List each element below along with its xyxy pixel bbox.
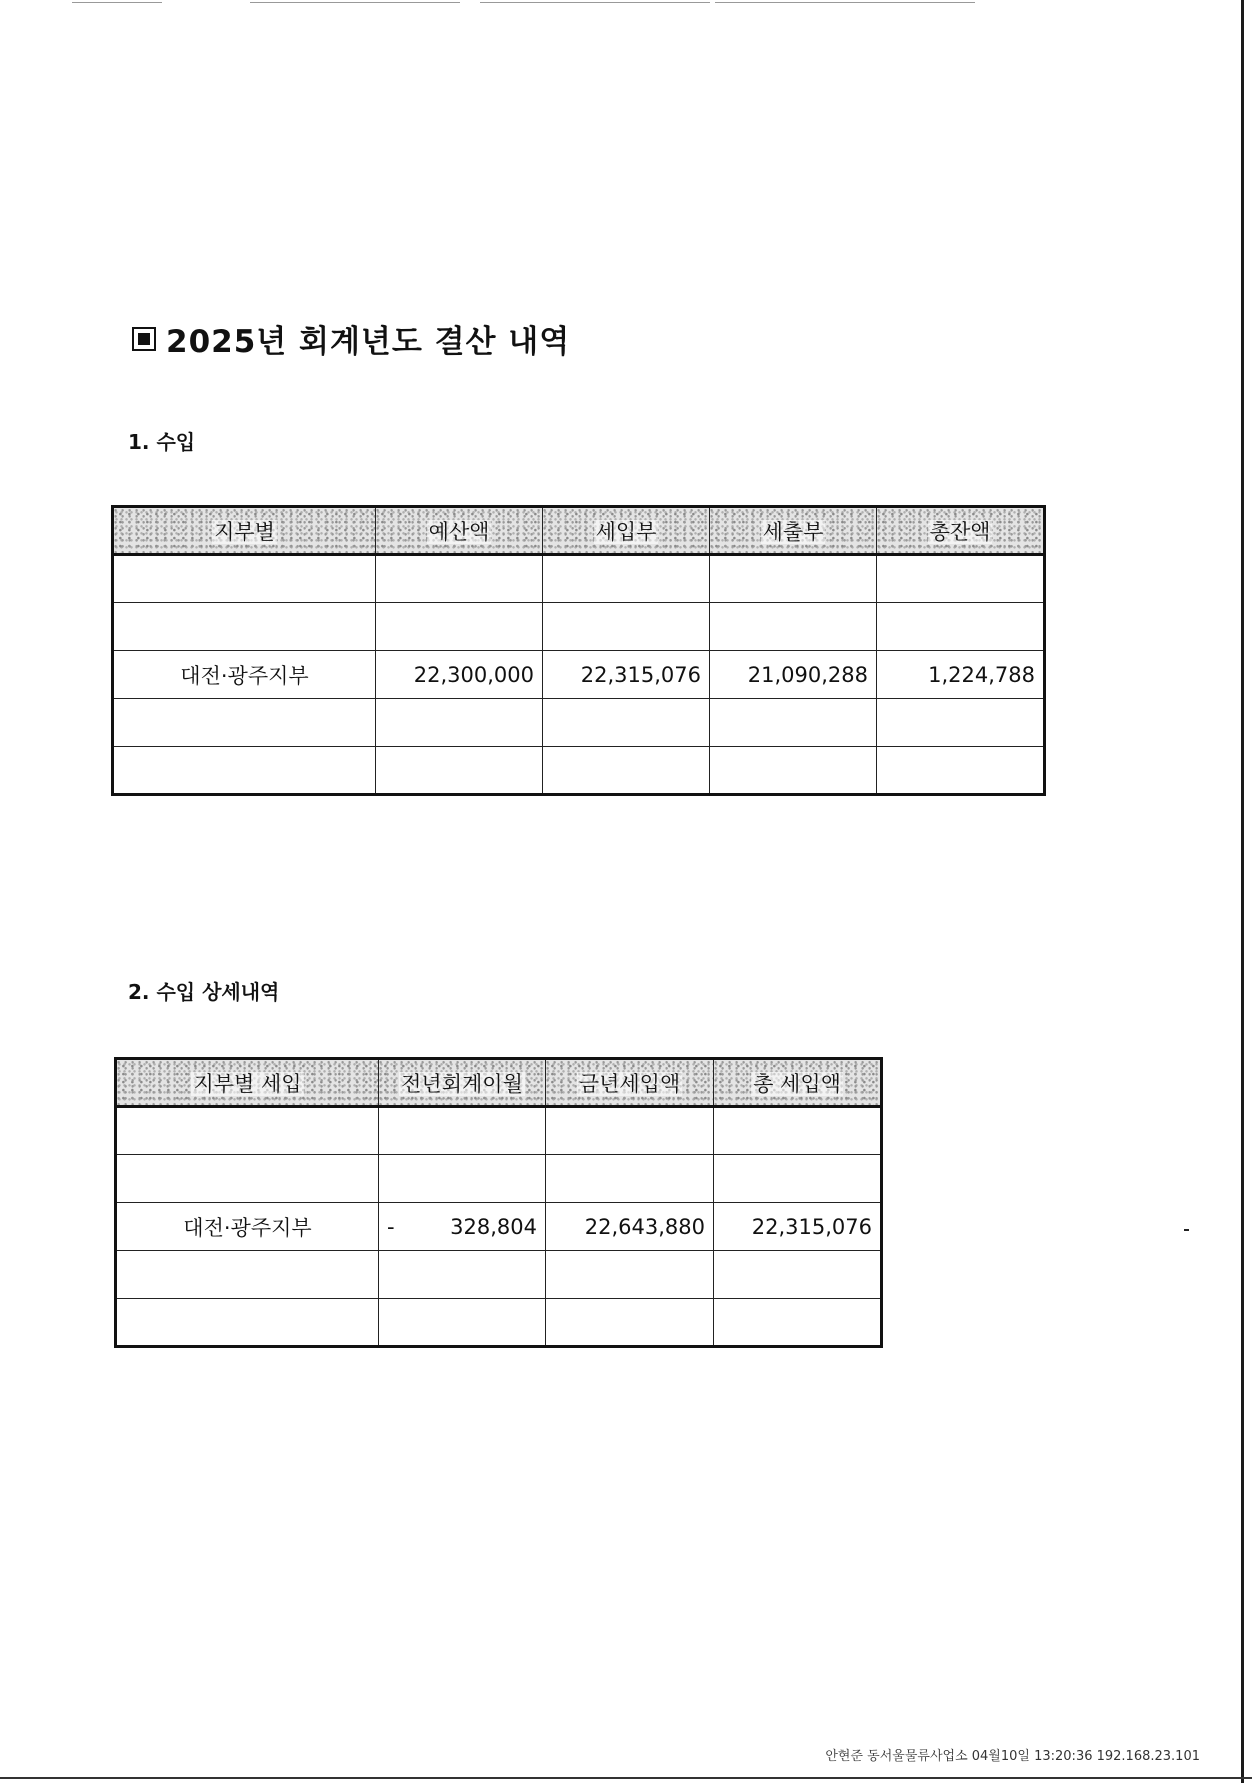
table-cell	[714, 1107, 882, 1155]
table-cell	[877, 699, 1045, 747]
table-row	[113, 747, 1045, 795]
table-cell	[376, 603, 543, 651]
table-row	[116, 1107, 882, 1155]
table-cell	[546, 1107, 714, 1155]
table-cell	[116, 1155, 379, 1203]
table-cell	[543, 747, 710, 795]
scan-right-edge	[1241, 0, 1244, 1783]
table-cell	[379, 1155, 546, 1203]
table-cell	[710, 555, 877, 603]
square-bullet-icon	[132, 327, 156, 351]
total-revenue-cell: 22,315,076	[714, 1203, 882, 1251]
column-header: 세출부	[710, 507, 877, 555]
carryover-amount-cell	[379, 1203, 546, 1251]
table-cell	[376, 699, 543, 747]
table-cell	[543, 699, 710, 747]
table-cell	[877, 555, 1045, 603]
revenue-amount-cell: 22,315,076	[543, 651, 710, 699]
table-cell	[376, 555, 543, 603]
column-header: 총 세입액	[714, 1059, 882, 1107]
column-header: 금년세입액	[546, 1059, 714, 1107]
table-row	[113, 651, 1045, 699]
current-year-revenue-cell: 22,643,880	[546, 1203, 714, 1251]
table-row	[116, 1203, 882, 1251]
table-cell	[543, 603, 710, 651]
scan-top-rule	[250, 2, 460, 3]
scan-bottom-edge	[0, 1777, 1252, 1779]
column-header: 지부별	[113, 507, 376, 555]
table-cell	[379, 1299, 546, 1347]
expenditure-amount-cell: 21,090,288	[710, 651, 877, 699]
table-cell	[714, 1155, 882, 1203]
column-header: 세입부	[543, 507, 710, 555]
column-header: 총잔액	[877, 507, 1045, 555]
print-footer: 안현준 동서울물류사업소 04월10일 13:20:36 192.168.23.101	[825, 1749, 1200, 1764]
balance-amount-cell: 1,224,788	[877, 651, 1045, 699]
document-title	[132, 316, 570, 361]
table-cell	[113, 603, 376, 651]
table-row	[113, 555, 1045, 603]
table-row	[113, 603, 1045, 651]
section2-heading: 2. 수입 상세내역	[128, 980, 280, 1004]
table-cell	[116, 1251, 379, 1299]
scan-top-rule	[72, 2, 162, 3]
budget-amount-cell: 22,300,000	[376, 651, 543, 699]
table-cell	[376, 747, 543, 795]
table-cell	[543, 555, 710, 603]
table-cell	[710, 747, 877, 795]
income-table	[111, 505, 1046, 796]
minus-sign: -	[387, 1214, 395, 1239]
column-header: 예산액	[376, 507, 543, 555]
scan-top-rule	[480, 2, 710, 3]
scan-speck	[1184, 1229, 1189, 1231]
table-cell	[714, 1251, 882, 1299]
table-row	[113, 699, 1045, 747]
table-cell	[116, 1299, 379, 1347]
document-title-text: 2025년 회계년도 결산 내역	[166, 324, 571, 360]
table-header-row	[116, 1059, 882, 1107]
column-header: 지부별 세입	[116, 1059, 379, 1107]
section1-heading: 1. 수입	[128, 430, 196, 454]
income-detail-table	[114, 1057, 883, 1348]
branch-name-cell: 대전·광주지부	[116, 1203, 379, 1251]
table-cell	[877, 747, 1045, 795]
branch-name-cell: 대전·광주지부	[113, 651, 376, 699]
table-cell	[116, 1107, 379, 1155]
table-row	[116, 1155, 882, 1203]
table-cell	[379, 1107, 546, 1155]
table-cell	[113, 555, 376, 603]
table-cell	[710, 699, 877, 747]
carryover-amount: 328,804	[450, 1214, 537, 1239]
scan-top-rule	[715, 2, 975, 3]
column-header: 전년회계이월	[379, 1059, 546, 1107]
table-cell	[379, 1251, 546, 1299]
table-row	[116, 1299, 882, 1347]
table-cell	[113, 699, 376, 747]
table-cell	[714, 1299, 882, 1347]
table-cell	[546, 1299, 714, 1347]
table-cell	[546, 1155, 714, 1203]
table-cell	[113, 747, 376, 795]
table-cell	[710, 603, 877, 651]
table-header-row	[113, 507, 1045, 555]
table-cell	[546, 1251, 714, 1299]
table-cell	[877, 603, 1045, 651]
table-row	[116, 1251, 882, 1299]
